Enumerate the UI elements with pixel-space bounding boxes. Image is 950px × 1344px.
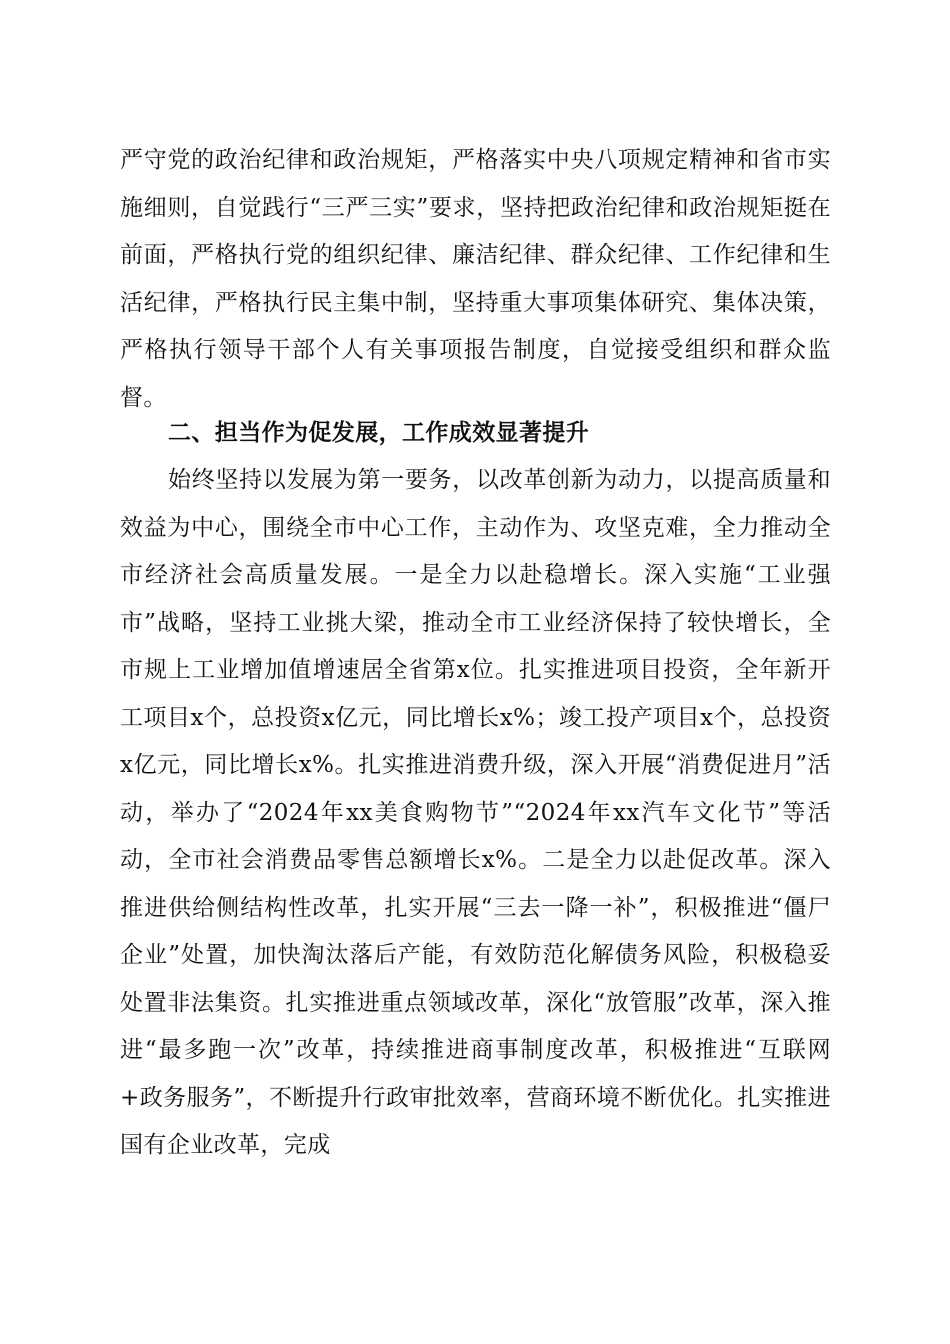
paragraph-development: 始终坚持以发展为第一要务，以改革创新为动力，以提高质量和效益为中心，围绕全市中心工作，主动作为、攻坚克难，全力推动全市经济社会高质量发展。一是全力以赴稳增长。深入实施“工业强市”战略，坚持工业挑大梁，推动全市工业经济保持了较快增长，全市规上工业增加值增速居全省第x位。扎实推进项目投资，全年新开工项目x个，总投资x亿元，同比增长x%；竣工投产项目x个，总投资x亿元，同比增长x%。扎实推进消费升级，深入开展“消费促进月”活动，举办了“2024年xx美食购物节”“2024年xx汽车文化节”等活动，全市社会消费品零售总额增长x%。二是全力以赴促改革。深入推进供给侧结构性改革，扎实开展“三去一降一补”，积极推进“僵尸企业”处置，加快淘汰落后产能，有效防范化解债务风险，积极稳妥处置非法集资。扎实推进重点领域改革，深化“放管服”改革，深入推进“最多跑一次”改革，持续推进商事制度改革，积极推进“互联网+政务服务”，不断提升行政审批效率，营商环境不断优化。扎实推进国有企业改革，完成 (120, 467, 831, 1158)
paragraph-party-discipline: 严守党的政治纪律和政治规矩，严格落实中央八项规定精神和省市实施细则，自觉践行“三严三实”要求，坚持把政治纪律和政治规矩挺在前面，严格执行党的组织纪律、廉洁纪律、群众纪律、工作纪律和生活纪律，严格执行民主集中制，坚持重大事项集体研究、集体决策，严格执行领导干部个人有关事项报告制度，自觉接受组织和群众监督。 (120, 147, 831, 411)
section-heading-2: 二、担当作为促发展，工作成效显著提升 (168, 420, 590, 446)
